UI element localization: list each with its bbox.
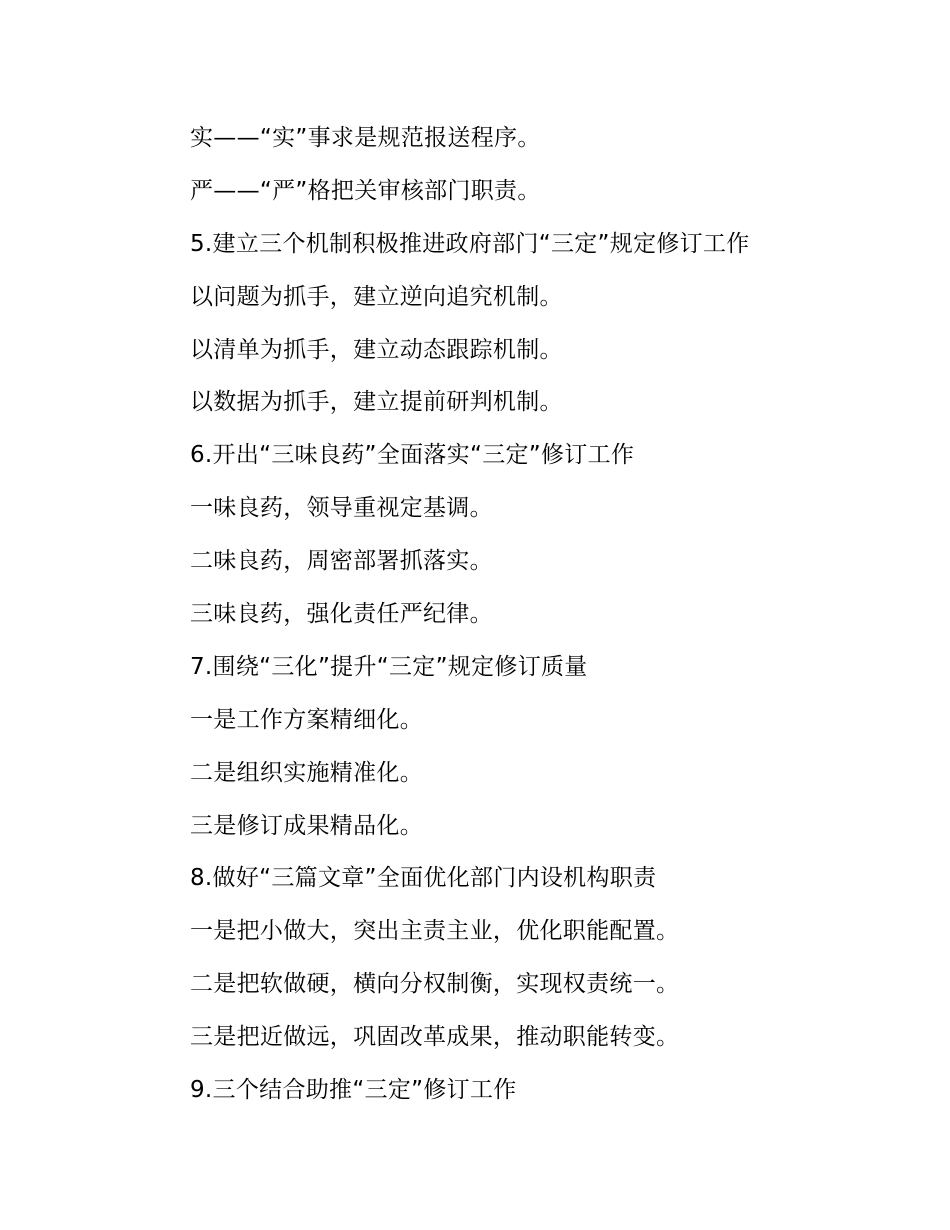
text-line: 三是修订成果精品化。: [190, 812, 423, 839]
text-line: 以清单为抓手，建立动态跟踪机制。: [190, 336, 563, 363]
section-heading-8: 8.做好“三篇文章”全面优化部门内设机构职责: [190, 865, 657, 892]
text-line: 三是把近做远，巩固改革成果，推动职能转变。: [190, 1024, 680, 1051]
text-line: 二是把软做硬，横向分权制衡，实现权责统一。: [190, 971, 680, 998]
text-line: 以问题为抓手，建立逆向追究机制。: [190, 283, 563, 310]
section-heading-5: 5.建立三个机制积极推进政府部门“三定”规定修订工作: [190, 230, 750, 257]
document-body: [190, 112, 890, 1117]
text-line: 一是把小做大，突出主责主业，优化职能配置。: [190, 918, 680, 945]
text-line: 一是工作方案精细化。: [190, 706, 423, 733]
text-line: 以数据为抓手，建立提前研判机制。: [190, 389, 563, 416]
text-line: 二是组织实施精准化。: [190, 759, 423, 786]
section-heading-6: 6.开出“三味良药”全面落实“三定”修订工作: [190, 442, 635, 469]
text-line: 二味良药，周密部署抓落实。: [190, 548, 493, 575]
text-line-shi: 实——“实”事求是规范报送程序。: [190, 125, 541, 151]
section-heading-7: 7.围绕“三化”提升“三定”规定修订质量: [190, 653, 588, 680]
text-line-yan: 严——“严”格把关审核部门职责。: [190, 177, 541, 204]
section-heading-9: 9.三个结合助推“三定”修订工作: [190, 1077, 517, 1104]
text-line: 三味良药，强化责任严纪律。: [190, 601, 493, 628]
text-line: 一味良药，领导重视定基调。: [190, 495, 493, 522]
